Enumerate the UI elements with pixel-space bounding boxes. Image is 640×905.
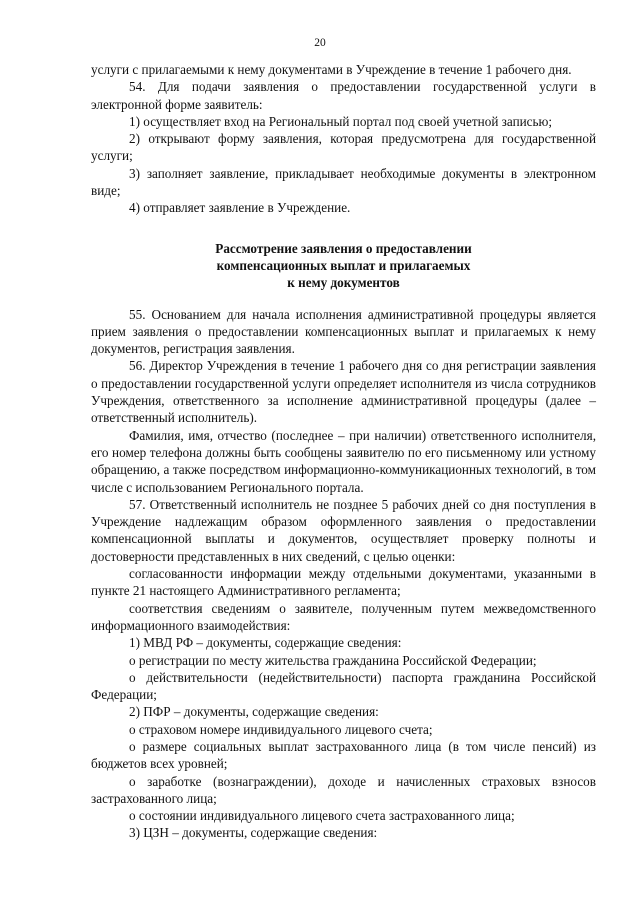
paragraph: 56. Директор Учреждения в течение 1 рабочего дня со дня регистрации заявления о предоставлении государственной услуги определяет исполнителя из числа сотрудников Учреждения, ответственного за исполнение административной процедуры (далее – ответственный исполнитель). [91,358,596,426]
page-number: 20 [314,37,326,49]
heading-line: к нему документов [287,275,400,291]
heading-line: Рассмотрение заявления о предоставлении [215,240,472,256]
list-item: 2) ПФР – документы, содержащие сведения: [129,704,379,720]
list-item: 3) ЦЗН – документы, содержащие сведения: [129,825,378,841]
list-item: 1) МВД РФ – документы, содержащие сведения: [129,635,402,651]
heading-line: компенсационных выплат и прилагаемых [216,257,471,273]
list-item: 2) открывают форму заявления, которая предусмотрена для государственной услуги; [91,131,596,164]
paragraph: 57. Ответственный исполнитель не позднее 5 рабочих дней со дня поступления в Учреждение надлежащим образом оформленного заявления о предоставлении компенсационной выплаты и документов, осуществляет проверку полноты и достоверности представленных в них сведений, с целью оценки: [91,496,596,564]
paragraph: услуги с прилагаемыми к нему документами в Учреждение в течение 1 рабочего дня. [91,62,572,77]
list-item: о состоянии индивидуального лицевого счета застрахованного лица; [129,808,515,824]
paragraph: соответствия сведениям о заявителе, полученным путем межведомственного информационного взаимодействия: [91,600,596,633]
paragraph: согласованности информации между отдельными документами, указанными в пункте 21 настоящего Административного регламента; [91,566,596,599]
list-item: о заработке (вознаграждении), доходе и начисленных страховых взносов застрахованного лица; [91,773,596,806]
list-item: 1) осуществляет вход на Региональный портал под своей учетной записью; [129,113,553,129]
list-item: 4) отправляет заявление в Учреждение. [129,200,351,216]
section-heading [91,240,596,292]
list-item: 3) заполняет заявление, прикладывает необходимые документы в электронном виде; [91,165,596,199]
list-item: о регистрации по месту жительства гражданина Российской Федерации; [129,652,537,668]
paragraph: 54. Для подачи заявления о предоставлении государственной услуги в электронной форме заявитель: [91,79,596,112]
list-item: о действительности (недействительности) паспорта гражданина Российской Федерации; [91,669,596,703]
list-item: о размере социальных выплат застрахованного лица (в том числе пенсий) из бюджетов всех уровней; [91,738,596,772]
paragraph: Фамилия, имя, отчество (последнее – при наличии) ответственного исполнителя, его номер телефона должны быть сообщены заявителю по его письменному или устному обращению, а также посредством информационно-коммуникационных технологий, в том числе с использованием Регионального портала. [91,427,596,495]
paragraph: 55. Основанием для начала исполнения административной процедуры является прием заявления о предоставлении компенсационных выплат и прилагаемых к нему документов, регистрация заявления. [91,306,596,357]
document-body [91,61,596,842]
list-item: о страховом номере индивидуального лицевого счета; [129,721,433,737]
